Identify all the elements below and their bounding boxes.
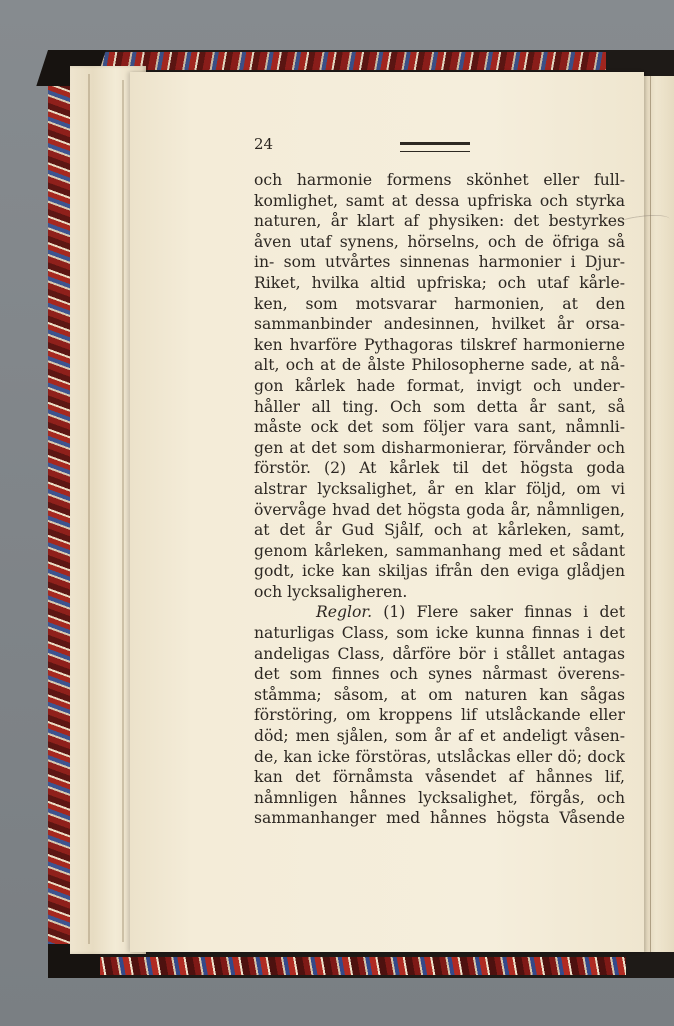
- text-line: alstrar lycksalighet, år en klar följd, om vi: [254, 479, 625, 498]
- body-text: [254, 170, 625, 829]
- text-line: kan det förnåmsta våsendet af hånnes lif,: [254, 768, 625, 787]
- text-line: nåmnligen hånnes lycksalighet, förgås, och: [254, 788, 625, 807]
- book-page: [130, 72, 644, 952]
- text-line: sammanbinder andesinnen, hvilket år orsa-: [254, 315, 625, 334]
- text-line: de, kan icke förstöras, utslåckas eller dö; dock: [254, 747, 625, 766]
- text-line: åven utaf synens, hörselns, och de öfriga så: [254, 232, 625, 251]
- text-line: måste ock det som följer vara sant, nåmnli-: [254, 418, 625, 437]
- text-line: övervåge hvad det högsta goda år, nåmnligen,: [254, 500, 625, 519]
- text-line: håller all ting. Och som detta år sant, så: [254, 397, 625, 416]
- text-line: naturligas Class, som icke kunna finnas i det: [254, 624, 625, 643]
- page-number: 24: [254, 135, 274, 153]
- text-line: naturen, år klart af physiken: det bestyrkes: [254, 212, 625, 231]
- marbled-edge-top: [96, 52, 606, 70]
- facing-page-edge: [644, 76, 674, 952]
- text-line: ken, som motsvarar harmonien, at den: [254, 294, 625, 313]
- text-line: at det år Gud Sjålf, och at kårleken, samt,: [254, 521, 625, 540]
- text-line: förstör. (2) At kårlek til det högsta goda: [254, 459, 625, 478]
- marbled-edge-left: [48, 78, 70, 954]
- marbled-edge-bottom: [86, 957, 626, 975]
- text-line: och lycksaligheren.: [254, 582, 408, 601]
- text-line: förstöring, om kroppens lif utslåckande eller: [254, 706, 625, 725]
- text-line: gen at det som disharmonierar, förvånder och: [254, 438, 625, 457]
- text-line: det som finnes och synes nårmast överens-: [254, 665, 625, 684]
- text-line: död; men sjålen, som år af et andeligt våsen-: [254, 727, 625, 746]
- regel-line: [254, 602, 625, 623]
- header-ornament-rule: [400, 142, 470, 152]
- text-line: Riket, hvilka altid upfriska; och utaf kårle-: [254, 273, 625, 292]
- text-line: ståmma; såsom, at om naturen kan sågas: [254, 685, 625, 704]
- regel-rest: (1) Flere saker finnas i det: [383, 603, 625, 622]
- text-line: andeligas Class, dårföre bör i stållet antagas: [254, 644, 625, 663]
- text-line: ken hvarföre Pythagoras tilskref harmonierne: [254, 335, 625, 354]
- text-line: sammanhanger med hånnes högsta Våsende: [254, 809, 625, 828]
- text-line: in- som utvårtes sinnenas harmonier i Djur-: [254, 253, 625, 272]
- text-line: komlighet, samt at dessa upfriska och styrka: [254, 191, 625, 210]
- regel-heading: Reglor.: [316, 603, 373, 622]
- text-line: genom kårleken, sammanhang med et sådant: [254, 541, 625, 560]
- text-line: godt, icke kan skiljas ifrån den eviga glådjen: [254, 562, 625, 581]
- text-line: alt, och at de ålste Philosopherne sade, at nå-: [254, 356, 625, 375]
- text-line: och harmonie formens skönhet eller full-: [254, 171, 625, 189]
- text-line: gon kårlek hade format, invigt och under-: [254, 376, 625, 395]
